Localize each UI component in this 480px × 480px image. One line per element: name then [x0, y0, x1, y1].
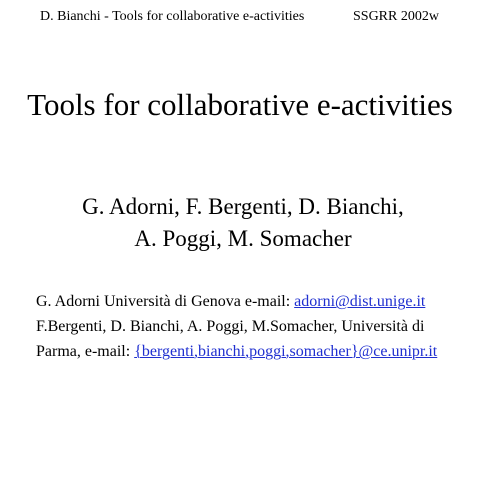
header-conference: SSGRR 2002w — [353, 9, 439, 24]
author-line-1: G. Adorni, F. Bergenti, D. Bianchi, — [82, 194, 404, 219]
affiliation-genova-text: G. Adorni Università di Genova e-mail: — [36, 293, 295, 310]
author-line-2: A. Poggi, M. Somacher — [134, 226, 352, 251]
email-link-parma[interactable]: {bergenti,bianchi,poggi,somacher}@ce.unipr.it — [134, 343, 438, 360]
affiliations — [36, 289, 437, 364]
affiliation-line-2: F.Bergenti, D. Bianchi, A. Poggi, M.Somacher, Università di — [36, 318, 425, 335]
affiliation-parma-text: Parma, e-mail: — [36, 343, 135, 360]
affiliation-line-3 — [36, 339, 437, 364]
author-list — [0, 191, 480, 255]
slide-title: Tools for collaborative e-activities — [27, 87, 453, 122]
affiliation-line-1 — [36, 289, 437, 314]
email-link-adorni[interactable]: adorni@dist.unige.it — [294, 293, 426, 310]
header-author-title: D. Bianchi - Tools for collaborative e-activities — [40, 9, 305, 24]
